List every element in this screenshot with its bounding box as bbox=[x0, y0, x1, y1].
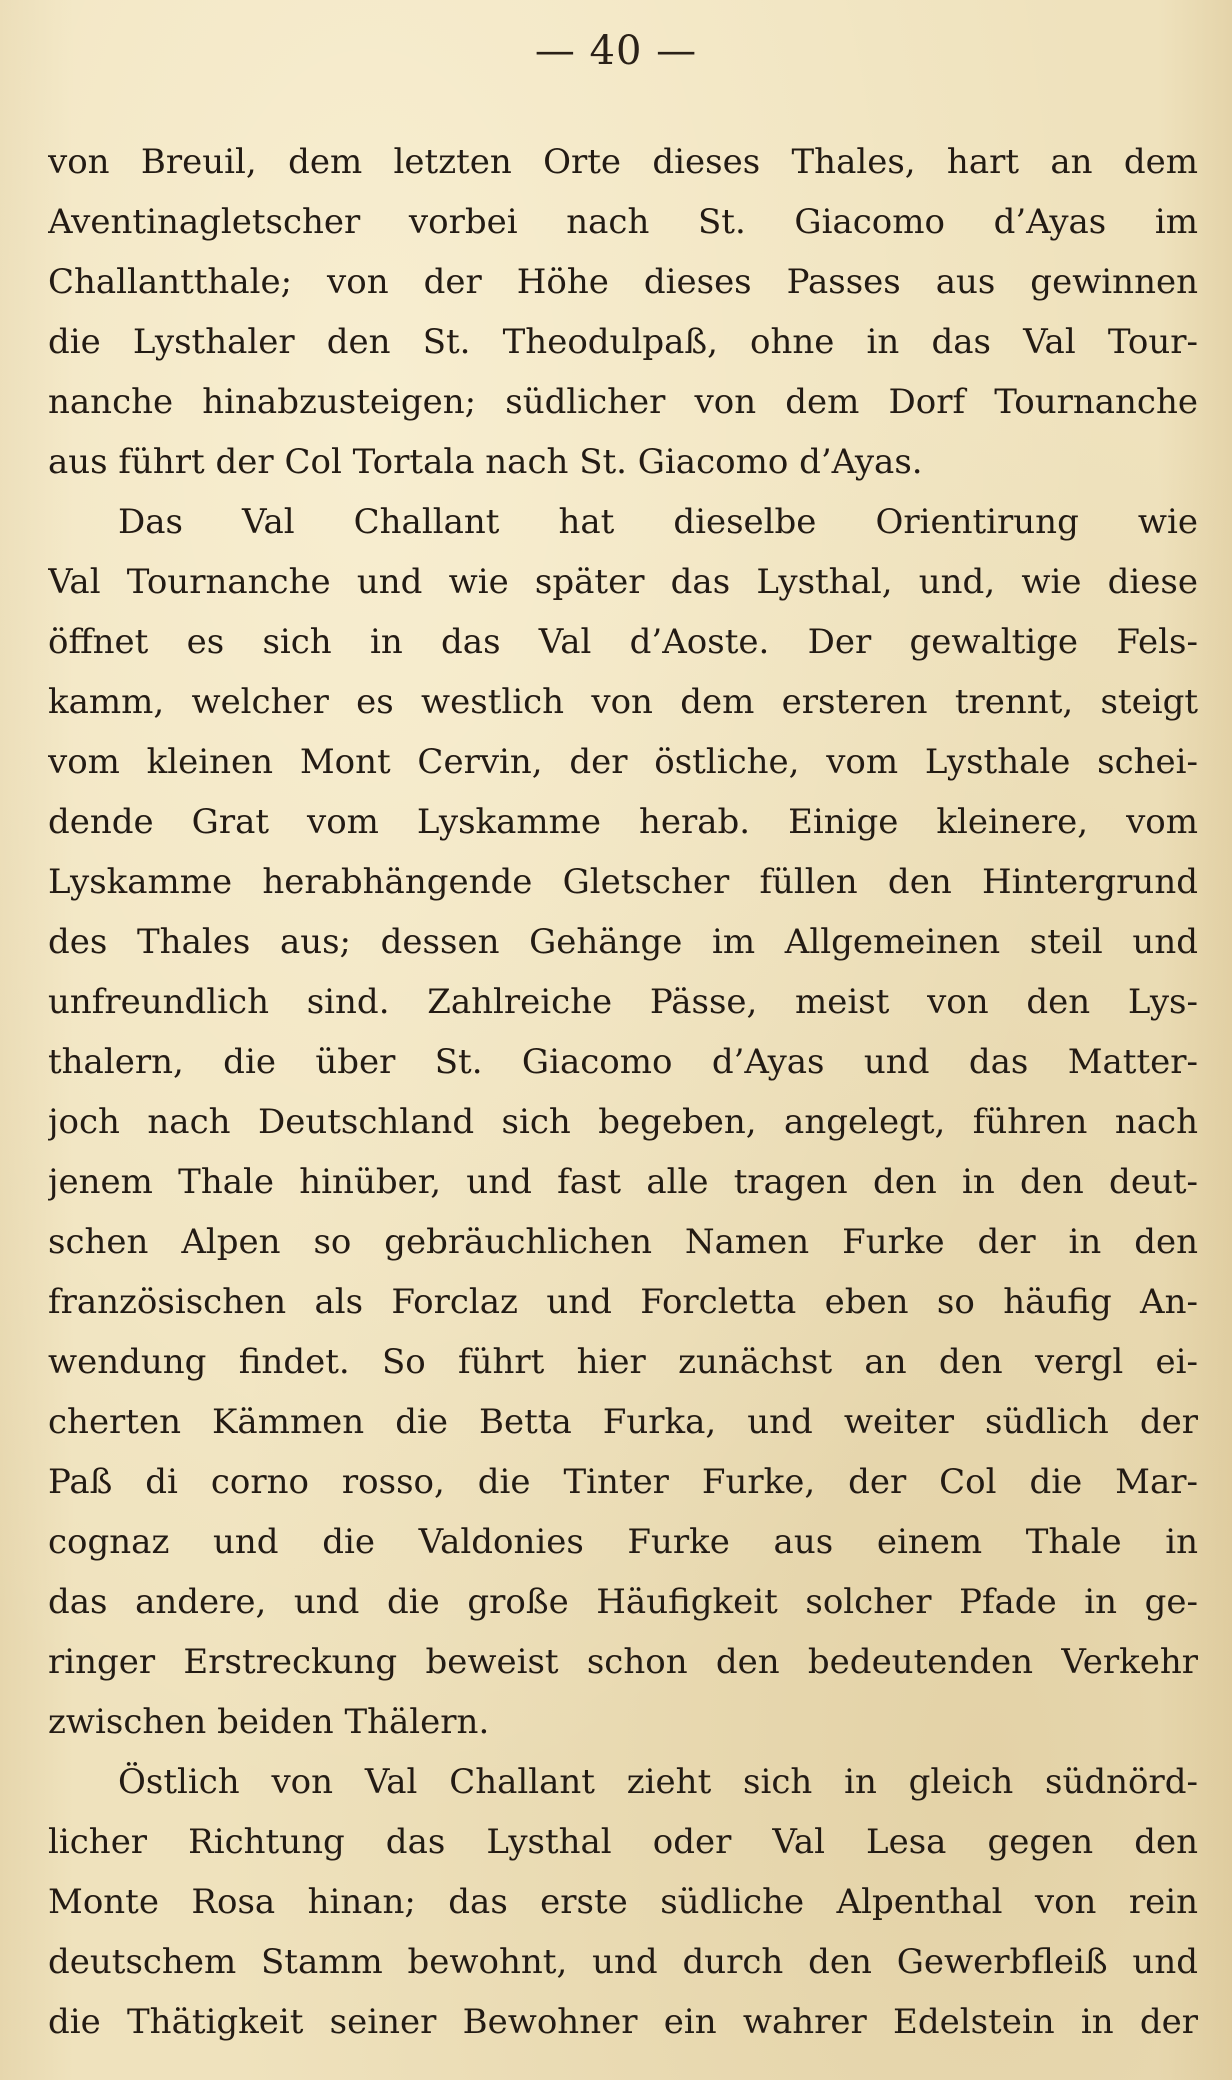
text-line: Monte Rosa hinan; das erste südliche Alpenthal von rein bbox=[48, 1882, 1198, 1922]
text-line: die Lysthaler den St. Theodulpaß, ohne in das Val Tour- bbox=[48, 322, 1198, 362]
text-line: nanche hinabzusteigen; südlicher von dem Dorf Tournanche bbox=[48, 382, 1198, 422]
text-line: schen Alpen so gebräuchlichen Namen Furke der in den bbox=[48, 1222, 1198, 1262]
text-line: joch nach Deutschland sich begeben, angelegt, führen nach bbox=[48, 1102, 1198, 1142]
text-line: cherten Kämmen die Betta Furka, und weiter südlich der bbox=[48, 1402, 1198, 1442]
body-text bbox=[48, 132, 1198, 2052]
text-line: des Thales aus; dessen Gehänge im Allgemeinen steil und bbox=[48, 922, 1198, 962]
text-line: deutschem Stamm bewohnt, und durch den Gewerbfleiß und bbox=[48, 1942, 1198, 1982]
text-line: öffnet es sich in das Val d’Aoste. Der gewaltige Fels- bbox=[48, 622, 1198, 662]
text-line: zwischen beiden Thälern. bbox=[48, 1702, 490, 1742]
text-line: Das Val Challant hat dieselbe Orientirung wie bbox=[118, 502, 1198, 542]
text-line: licher Richtung das Lysthal oder Val Lesa gegen den bbox=[48, 1822, 1198, 1862]
text-line: thalern, die über St. Giacomo d’Ayas und das Matter- bbox=[48, 1042, 1198, 1082]
text-line: dende Grat vom Lyskamme herab. Einige kleinere, vom bbox=[48, 802, 1198, 842]
text-line: unfreundlich sind. Zahlreiche Pässe, meist von den Lys- bbox=[48, 982, 1198, 1022]
text-line: französischen als Forclaz und Forcletta eben so häufig An- bbox=[48, 1282, 1198, 1322]
text-line: Val Tournanche und wie später das Lysthal, und, wie diese bbox=[48, 562, 1198, 602]
text-line: Paß di corno rosso, die Tinter Furke, der Col die Mar- bbox=[48, 1462, 1198, 1502]
text-line: von Breuil, dem letzten Orte dieses Thales, hart an dem bbox=[48, 142, 1198, 182]
text-line: cognaz und die Valdonies Furke aus einem Thale in bbox=[48, 1522, 1198, 1562]
text-line: ringer Erstreckung beweist schon den bedeutenden Verkehr bbox=[48, 1642, 1198, 1682]
text-line: Aventinagletscher vorbei nach St. Giacomo d’Ayas im bbox=[48, 202, 1198, 242]
text-line: vom kleinen Mont Cervin, der östliche, vom Lysthale schei- bbox=[48, 742, 1198, 782]
text-line: die Thätigkeit seiner Bewohner ein wahrer Edelstein in der bbox=[48, 2002, 1198, 2042]
page-number: — 40 — bbox=[534, 28, 698, 74]
text-line: Östlich von Val Challant zieht sich in gleich südnörd- bbox=[118, 1762, 1198, 1802]
text-line: kamm, welcher es westlich von dem ersteren trennt, steigt bbox=[48, 682, 1198, 722]
text-line: wendung findet. So führt hier zunächst an den vergl ei- bbox=[48, 1342, 1198, 1382]
text-line: das andere, und die große Häufigkeit solcher Pfade in ge- bbox=[48, 1582, 1198, 1622]
text-line: jenem Thale hinüber, und fast alle tragen den in den deut- bbox=[48, 1162, 1198, 1202]
text-line: aus führt der Col Tortala nach St. Giacomo d’Ayas. bbox=[48, 442, 923, 482]
text-line: Lyskamme herabhängende Gletscher füllen den Hintergrund bbox=[48, 862, 1198, 902]
text-line: Challantthale; von der Höhe dieses Passes aus gewinnen bbox=[48, 262, 1198, 302]
